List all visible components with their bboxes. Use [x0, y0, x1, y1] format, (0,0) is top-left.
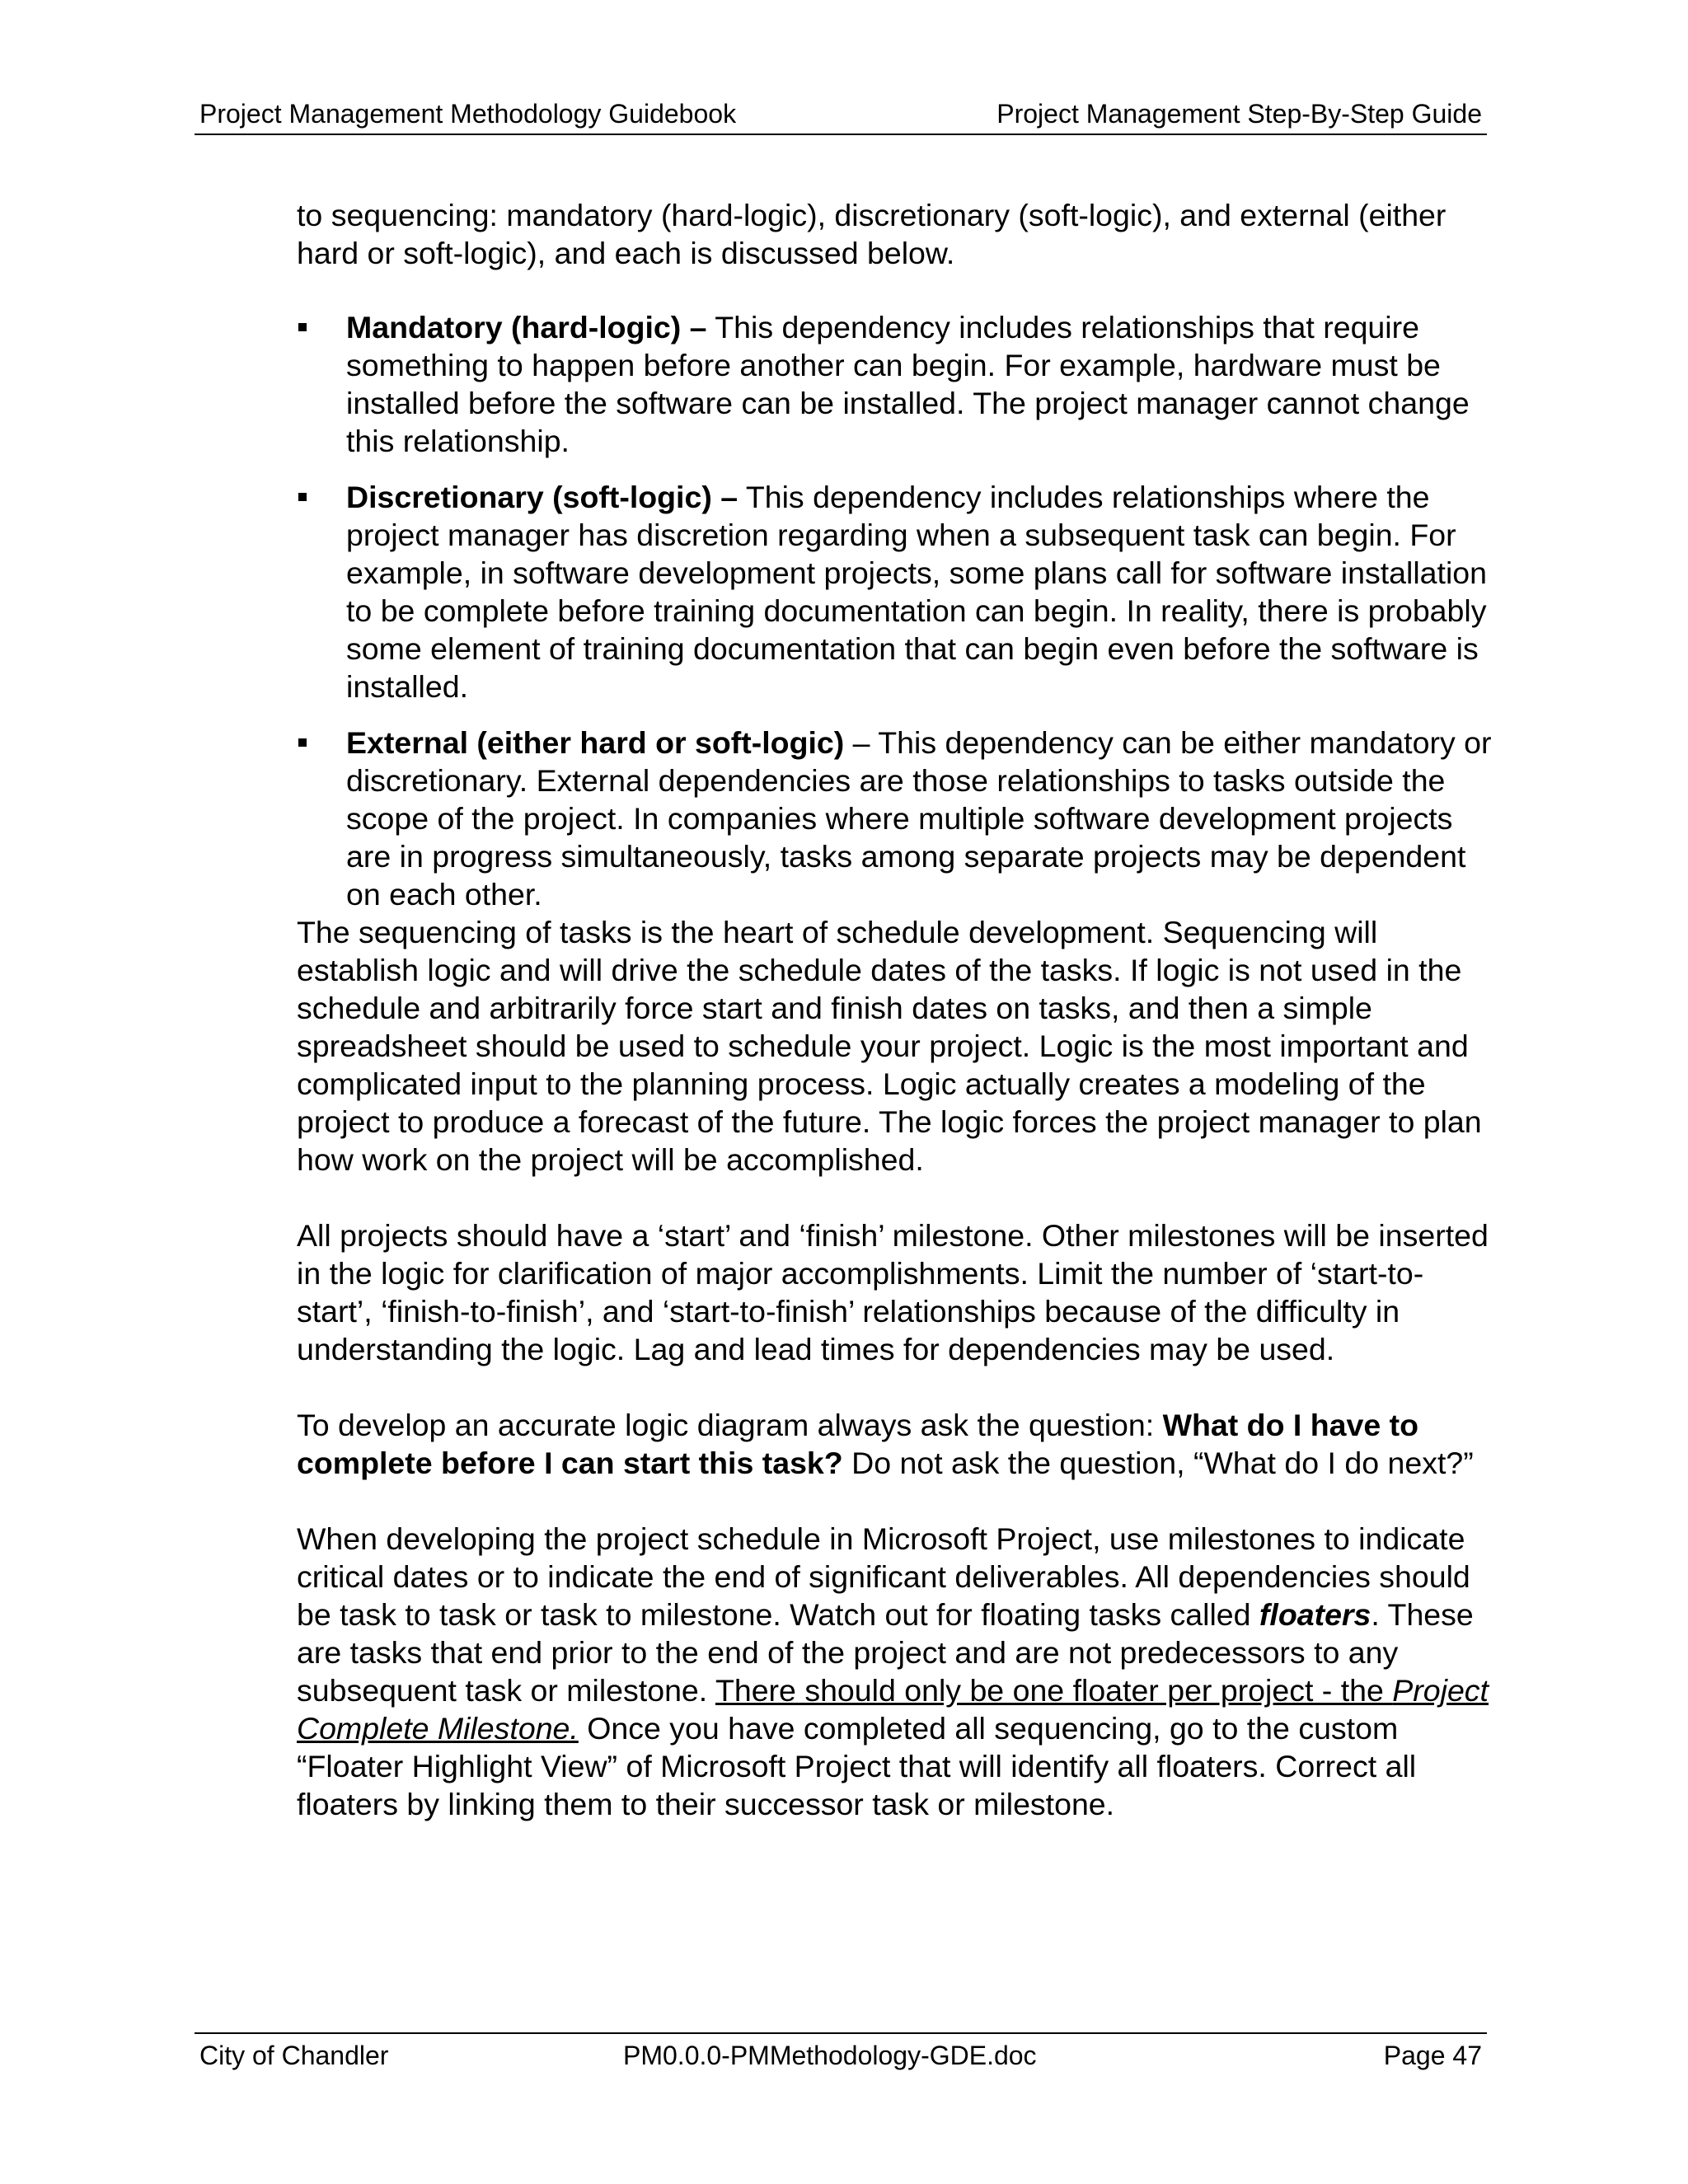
- list-item: [297, 478, 1492, 705]
- floaters-text-2: . These are tasks that end prior to the end of the project and are not predecessors to any subsequent task or milestone.: [297, 1597, 1474, 1708]
- page-header: [195, 97, 1487, 135]
- sequencing-paragraph: The sequencing of tasks is the heart of schedule development. Sequencing will establish logic and will drive the schedule dates of the tasks. If logic is not used in the schedule and arbitrarily force start and finish dates on tasks, and then a simple spreadsheet should be used to schedule your project. Logic is the most important and complicated input to the planning process. Logic actually creates a modeling of the project to produce a forecast of the future. The logic forces the project manager to plan how work on the project will be accomplished.: [297, 915, 1482, 1177]
- document-body: [297, 196, 1492, 1823]
- bullet-term: Discretionary (soft-logic) –: [346, 480, 738, 514]
- floater-rule: There should only be one floater per project - the: [715, 1673, 1393, 1708]
- footer-filename: PM0.0.0-PMMethodology-GDE.doc: [623, 2041, 1037, 2070]
- bullet-square-icon: [298, 493, 307, 501]
- bullet-term: External (either hard or soft-logic): [346, 725, 845, 760]
- header-right-title: Project Management Step-By-Step Guide: [996, 99, 1482, 129]
- floaters-text-1: When developing the project schedule in Microsoft Project, use milestones to indicate critical dates or to indicate the end of significant deliverables. All dependencies should be task to task or task to milestone. Watch out for floating tasks called: [297, 1521, 1470, 1632]
- footer-organization: City of Chandler: [199, 2041, 389, 2070]
- question-outro: Do not ask the question, “What do I do next?”: [842, 1446, 1474, 1480]
- header-left-title: Project Management Methodology Guidebook: [199, 99, 737, 129]
- list-item: [297, 308, 1492, 460]
- intro-paragraph: to sequencing: mandatory (hard-logic), discretionary (soft-logic), and external (either hard or soft-logic), and each is discussed below.: [297, 198, 1447, 270]
- floaters-text-3: Once you have completed all sequencing, go to the custom “Floater Highlight View” of Microsoft Project that will identify all floaters. Correct all floaters by linking them to their successor task or milestone.: [297, 1711, 1417, 1821]
- floaters-paragraph: [297, 1520, 1492, 1823]
- bullet-text: This dependency includes relationships where the project manager has discretion regarding when a subsequent task can begin. For example, in software development projects, some plans call for software installation to be complete before training documentation can begin. In reality, there is probably some element of training documentation that can begin even before the software is installed.: [346, 480, 1488, 704]
- logic-question-paragraph: [297, 1406, 1492, 1482]
- footer-page-number: Page 47: [1383, 2041, 1482, 2070]
- page-footer: [195, 2032, 1487, 2072]
- question-intro: To develop an accurate logic diagram always ask the question:: [297, 1408, 1163, 1442]
- project-complete-milestone: Project Complete Milestone.: [297, 1673, 1489, 1746]
- bullet-term: Mandatory (hard-logic) –: [346, 310, 707, 344]
- dependency-list: [297, 308, 1492, 913]
- milestones-paragraph: All projects should have a ‘start’ and ‘finish’ milestone. Other milestones will be inserted in the logic for clarification of major accomplishments. Limit the number of ‘start-to-start’, ‘finish-to-finish’, and ‘start-to-finish’ relationships because of the difficulty in understanding the logic. Lag and lead times for dependencies may be used.: [297, 1218, 1489, 1366]
- floaters-term: floaters: [1259, 1597, 1372, 1632]
- key-question: What do I have to complete before I can start this task?: [297, 1408, 1419, 1480]
- bullet-text: – This dependency can be either mandatory or discretionary. External dependencies are those relationships to tasks outside the scope of the project. In companies where multiple software development projects are in progress simultaneously, tasks among separate projects may be dependent on each other.: [346, 725, 1492, 912]
- bullet-text: This dependency includes relationships that require something to happen before another can begin. For example, hardware must be installed before the software can be installed. The project manager cannot change this relationship.: [346, 310, 1470, 458]
- bullet-square-icon: [298, 738, 307, 747]
- list-item: [297, 724, 1492, 913]
- bullet-square-icon: [298, 323, 307, 331]
